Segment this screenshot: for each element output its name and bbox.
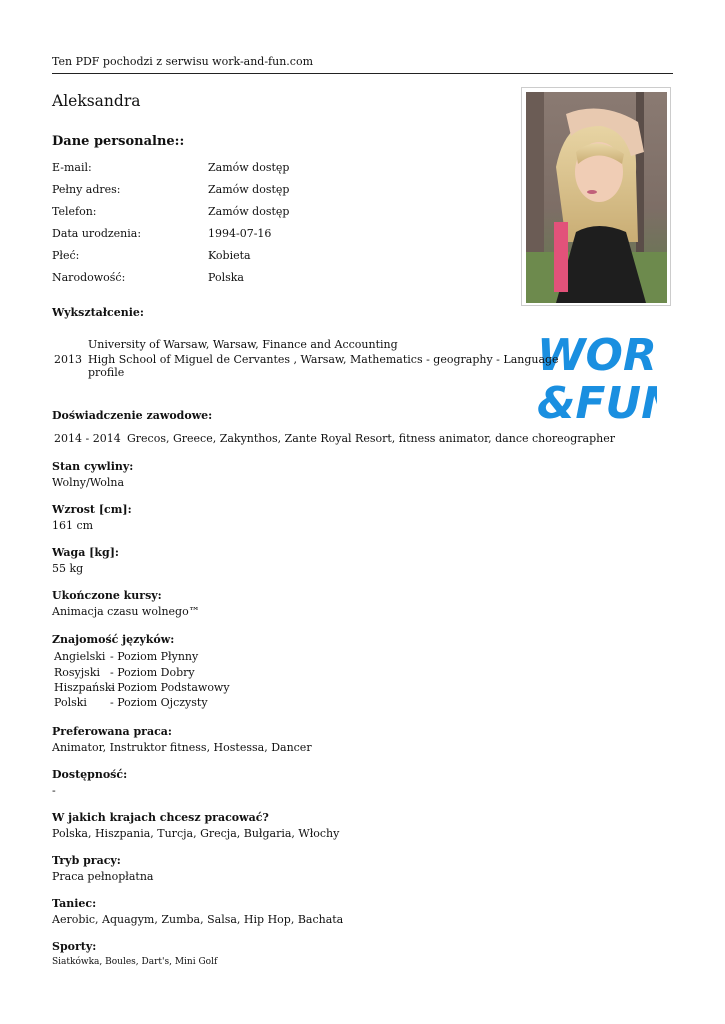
personal-data-heading: Dane personalne::	[52, 134, 185, 149]
weight-value: 55 kg	[52, 562, 84, 575]
profile-photo-image	[526, 92, 667, 303]
logo-line-fun: &FU	[537, 378, 642, 426]
language-name: Hiszpański	[54, 681, 116, 694]
education-entry-highschool-cont: profile	[88, 366, 125, 379]
birth-date-label: Data urodzenia:	[52, 227, 142, 240]
email-value: Zamów dostęp	[208, 161, 290, 174]
email-label: E-mail:	[52, 161, 92, 174]
gender-label: Płeć:	[52, 249, 80, 262]
address-label: Pełny adres:	[52, 183, 121, 196]
education-heading: Wykształcenie:	[52, 306, 144, 319]
experience-description: Grecos, Greece, Zakynthos, Zante Royal Resort, fitness animator, dance choreographer	[127, 432, 616, 445]
education-year: 2013	[54, 353, 82, 366]
phone-label: Telefon:	[52, 205, 97, 218]
countries-heading: W jakich krajach chcesz pracować?	[52, 811, 269, 824]
language-name: Rosyjski	[54, 666, 101, 679]
svg-text:&FUN: &FU	[537, 378, 642, 426]
header-source-text: Ten PDF pochodzi z serwisu work-and-fun.com	[52, 55, 314, 68]
language-level: - Poziom Podstawowy	[110, 681, 230, 694]
birth-date-value: 1994-07-16	[208, 227, 272, 240]
marital-status-value: Wolny/Wolna	[52, 476, 125, 489]
preferred-job-value: Animator, Instruktor fitness, Hostessa, Dancer	[52, 741, 312, 754]
availability-heading: Dostępność:	[52, 768, 128, 781]
logo-line-work: WOR	[537, 330, 657, 381]
candidate-name: Aleksandra	[52, 92, 141, 110]
header-divider	[52, 73, 673, 74]
preferred-job-heading: Preferowana praca:	[52, 725, 172, 738]
gender-value: Kobieta	[208, 249, 251, 262]
phone-value: Zamów dostęp	[208, 205, 290, 218]
nationality-label: Narodowość:	[52, 271, 126, 284]
sports-value: Siatkówka, Boules, Dart's, Mini Golf	[52, 957, 218, 967]
work-mode-value: Praca pełnopłatna	[52, 870, 154, 883]
sports-heading: Sporty:	[52, 940, 97, 953]
weight-heading: Waga [kg]:	[52, 546, 119, 559]
languages-heading: Znajomość języków:	[52, 633, 175, 646]
experience-heading: Doświadczenie zawodowe:	[52, 409, 213, 422]
courses-heading: Ukończone kursy:	[52, 589, 162, 602]
language-name: Angielski	[54, 650, 106, 663]
language-level: - Poziom Ojczysty	[110, 696, 208, 709]
profile-photo	[521, 87, 671, 306]
language-name: Polski	[54, 696, 87, 709]
work-and-fun-logo	[531, 322, 657, 426]
availability-value: -	[52, 784, 56, 797]
nationality-value: Polska	[208, 271, 244, 284]
education-entry-university: University of Warsaw, Warsaw, Finance and Accounting	[88, 338, 398, 351]
svg-text:WORK: WOR	[537, 330, 657, 381]
dance-value: Aerobic, Aquagym, Zumba, Salsa, Hip Hop, Bachata	[52, 913, 344, 926]
experience-period: 2014 - 2014	[54, 432, 121, 445]
address-value: Zamów dostęp	[208, 183, 290, 196]
language-level: - Poziom Płynny	[110, 650, 199, 663]
countries-value: Polska, Hiszpania, Turcja, Grecja, Bułgaria, Włochy	[52, 827, 340, 840]
height-heading: Wzrost [cm]:	[52, 503, 132, 516]
courses-value: Animacja czasu wolnego™	[52, 605, 200, 618]
language-level: - Poziom Dobry	[110, 666, 195, 679]
work-mode-heading: Tryb pracy:	[52, 854, 121, 867]
marital-status-heading: Stan cywliny:	[52, 460, 134, 473]
education-entry-highschool: High School of Miguel de Cervantes , Warsaw, Mathematics - geography - Language	[88, 353, 559, 366]
height-value: 161 cm	[52, 519, 94, 532]
dance-heading: Taniec:	[52, 897, 97, 910]
